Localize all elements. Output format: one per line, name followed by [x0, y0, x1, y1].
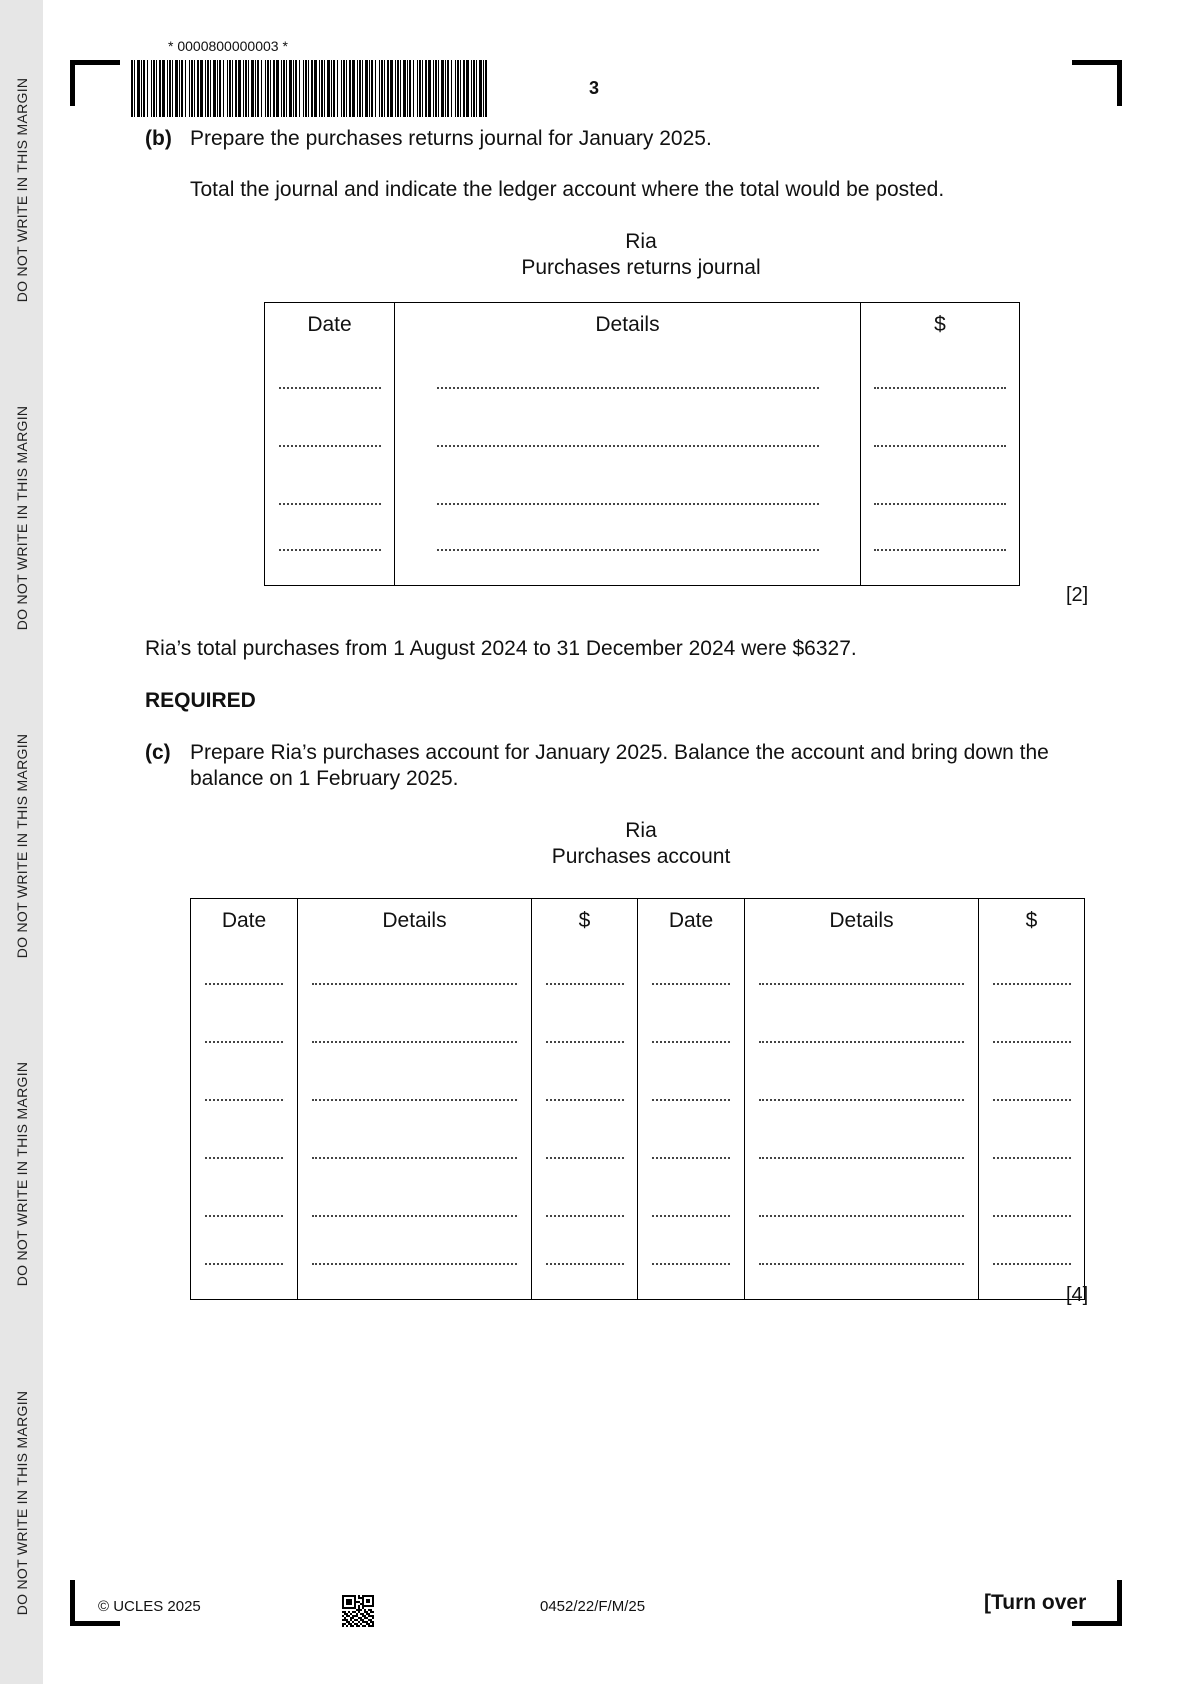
entry-field[interactable]	[532, 1059, 638, 1117]
entry-field[interactable]	[532, 1233, 638, 1300]
entry-field[interactable]	[532, 1117, 638, 1175]
column-header: $	[861, 303, 1020, 348]
entry-field[interactable]	[638, 1001, 745, 1059]
table-row	[191, 1175, 1085, 1233]
purchases-account-table	[190, 898, 1085, 1300]
entry-field[interactable]	[532, 943, 638, 1001]
entry-field[interactable]	[861, 347, 1020, 405]
table-row	[191, 1001, 1085, 1059]
entry-field[interactable]	[745, 1059, 979, 1117]
entry-field[interactable]	[265, 463, 395, 521]
entry-field[interactable]	[298, 1175, 532, 1233]
part-c-instruction-2: balance on 1 February 2025.	[190, 767, 459, 790]
entry-field[interactable]	[638, 943, 745, 1001]
column-header: Details	[298, 899, 532, 944]
part-b-label: (b)	[145, 127, 172, 150]
entry-field[interactable]	[861, 463, 1020, 521]
entry-field[interactable]	[298, 1117, 532, 1175]
paper-code: 0452/22/F/M/25	[540, 1598, 646, 1615]
entry-field[interactable]	[298, 1233, 532, 1300]
purchases-returns-journal-table	[264, 302, 1020, 586]
turn-over: [Turn over	[984, 1591, 1087, 1614]
table-row	[265, 521, 1020, 586]
entry-field[interactable]	[745, 1117, 979, 1175]
account-title-owner: Ria	[625, 819, 657, 842]
table-row	[265, 405, 1020, 463]
entry-field[interactable]	[265, 521, 395, 586]
entry-field[interactable]	[979, 943, 1085, 1001]
entry-field[interactable]	[745, 943, 979, 1001]
entry-field[interactable]	[395, 405, 861, 463]
entry-field[interactable]	[191, 1233, 298, 1300]
entry-field[interactable]	[745, 1175, 979, 1233]
entry-field[interactable]	[395, 521, 861, 586]
qr-code-icon	[342, 1595, 374, 1627]
column-header: Date	[638, 899, 745, 944]
entry-field[interactable]	[298, 1059, 532, 1117]
entry-field[interactable]	[265, 405, 395, 463]
required-heading: REQUIRED	[145, 689, 256, 712]
info-text: Ria’s total purchases from 1 August 2024 to 31 December 2024 were $6327.	[145, 637, 857, 660]
entry-field[interactable]	[265, 347, 395, 405]
part-c-marks: [4]	[1066, 1284, 1089, 1306]
barcode	[131, 60, 491, 117]
column-header: $	[979, 899, 1085, 944]
table-row	[191, 1233, 1085, 1300]
table-row	[265, 463, 1020, 521]
part-c-instruction-1: Prepare Ria’s purchases account for January 2025. Balance the account and bring down the	[190, 741, 1049, 764]
barcode-number: * 0000800000003 *	[168, 38, 288, 54]
column-header: Details	[745, 899, 979, 944]
margin-strip: DO NOT WRITE IN THIS MARGIN DO NOT WRITE IN THIS MARGIN DO NOT WRITE IN THIS MARGIN DO NOT WRITE IN THIS MARGIN DO NOT WRITE IN THIS MARGIN	[0, 0, 43, 1684]
entry-field[interactable]	[532, 1001, 638, 1059]
entry-field[interactable]	[298, 943, 532, 1001]
table-row	[265, 347, 1020, 405]
table-row	[191, 1117, 1085, 1175]
entry-field[interactable]	[191, 1059, 298, 1117]
entry-field[interactable]	[191, 943, 298, 1001]
entry-field[interactable]	[979, 1059, 1085, 1117]
entry-field[interactable]	[532, 1175, 638, 1233]
entry-field[interactable]	[861, 521, 1020, 586]
entry-field[interactable]	[638, 1117, 745, 1175]
entry-field[interactable]	[979, 1117, 1085, 1175]
column-header: Date	[191, 899, 298, 944]
column-header: $	[532, 899, 638, 944]
part-c-label: (c)	[145, 741, 171, 764]
entry-field[interactable]	[979, 1001, 1085, 1059]
part-b-instruction-1: Prepare the purchases returns journal for January 2025.	[190, 127, 712, 150]
part-b-instruction-2: Total the journal and indicate the ledger account where the total would be posted.	[190, 178, 945, 201]
column-header: Date	[265, 303, 395, 348]
copyright: © UCLES 2025	[98, 1598, 201, 1615]
account-title: Purchases account	[551, 845, 731, 868]
entry-field[interactable]	[861, 405, 1020, 463]
entry-field[interactable]	[191, 1001, 298, 1059]
part-b-marks: [2]	[1066, 584, 1089, 606]
entry-field[interactable]	[745, 1001, 979, 1059]
table-row	[191, 943, 1085, 1001]
entry-field[interactable]	[395, 463, 861, 521]
entry-field[interactable]	[191, 1117, 298, 1175]
entry-field[interactable]	[638, 1233, 745, 1300]
page-number: 3	[589, 78, 600, 98]
entry-field[interactable]	[638, 1059, 745, 1117]
entry-field[interactable]	[395, 347, 861, 405]
journal-title-owner: Ria	[625, 230, 657, 253]
entry-field[interactable]	[745, 1233, 979, 1300]
column-header: Details	[395, 303, 861, 348]
entry-field[interactable]	[191, 1175, 298, 1233]
entry-field[interactable]	[979, 1175, 1085, 1233]
table-row	[191, 1059, 1085, 1117]
entry-field[interactable]	[298, 1001, 532, 1059]
journal-title: Purchases returns journal	[521, 256, 761, 279]
entry-field[interactable]	[638, 1175, 745, 1233]
